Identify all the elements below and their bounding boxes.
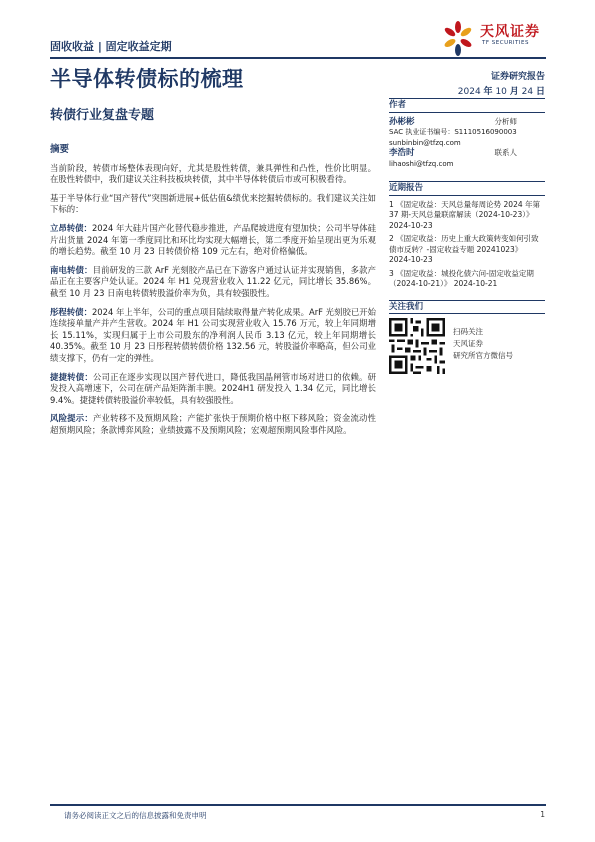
follow-heading: 关注我们 [389,300,545,315]
paragraph-nandian-bond: 南电转债：目前研发的三款 ArF 光刻胶产品已在下游客户通过认证并实现销售，多款产品正在主要客户处认证。2024 年 H1 兑现营业收入 11.22 亿元，同比增长 35.86%。截至 10 月 23 日南电转债转股溢价率为负，具有较强股性。 [50,264,377,298]
report-date [458,84,545,97]
author-role: 联系人 [494,148,517,157]
author-name: 孙彬彬 [389,116,415,127]
date-month-unit: 月 [509,87,519,97]
date-day: 24 [521,87,534,97]
page-title: 半导体转债标的梳理 [50,67,244,91]
report-type: 证券研究报告 [490,72,545,82]
report-subtitle: 转债行业复盘专题 [50,108,155,123]
author-email: sunbinbin@tfzq.com [389,138,461,147]
recent-report-link[interactable]: 3 《固定收益：城投化债六问-固定收益定期（2024-10-21）》 2024-10-21 [389,268,534,288]
page-number: 1 [540,810,545,819]
qr-code-icon[interactable] [389,318,445,374]
footer-divider [50,804,546,806]
follow-line: 天风证券 [453,339,483,348]
follow-text [453,318,513,374]
disclaimer-note: 请务必阅读正文之后的信息披露和免责申明 [64,811,207,820]
recent-report-link[interactable]: 2 《固定收益：历史上重大政策转变如何引致债市反转？-固定收益专题 20241023》 2024-10-23 [389,234,539,264]
date-year-unit: 年 [483,87,493,97]
author-row [389,117,545,128]
date-month: 10 [495,87,507,97]
paragraph-liang-bond: 立昂转债：2024 年大硅片国产化替代稳步推进，产品爬坡进度有望加快；公司半导体硅片出货量 2024 年第一季度同比和环比均实现大幅增长，第二季度开始呈现出更为乐观的增长趋势。截至 10 月 23 日转债价格 109 元左右，绝对价格偏低。 [50,222,376,257]
abstract-heading: 摘要 [50,144,70,155]
author-row [389,148,545,159]
author-email: lihaoshi@tfzq.com [389,159,454,168]
header-divider [50,57,546,59]
author-name: 李浩时 [389,148,415,158]
recent-reports-heading: 近期报告 [389,181,545,196]
paragraph: 基于半导体行业“国产替代”突围新进展+低估值&绩优来挖掘转债标的。我们建议关注如下标的： [50,192,376,215]
date-day-unit: 日 [535,87,545,97]
paragraph: 当前阶段，转债市场整体表现向好，尤其是股性转债，兼具弹性和凸性，性价比明显。在股性转债中，我们建议关注科技板块转债，其中半导体转债后市或可积极看待。 [50,162,376,185]
authors-heading: 作者 [389,98,545,113]
paragraph-tongcheng-bond: 彤程转债：2024 年上半年，公司的重点项目陆续取得量产转化成果。ArF 光刻胶已开始连续接单量产并产生营收。2024 年 H1 公司实现营业收入 15.76 万元，较上年同期增长 15.11%，实现归属于上市公司股东的净利润人民币 3.13 亿元，较上年同期增长 40.35%。截至 10 月 23 日彤程转债转债价格 132.56 元，转股溢价率略高，但公司业绩支撑下，仍有一定的弹性。 [50,306,376,363]
sidebar [389,98,545,374]
logo-text-cn: 天风证券 [480,24,540,40]
follow-line: 研究所官方微信号 [453,351,513,360]
paragraph-jiejie-bond: 捷捷转债：公司正在逐步实现以国产替代进口，降低我国晶闸管市场对进口的依赖。研发投入高增速下，公司在研产品矩阵渐丰腴。2024H1 研发投入 1.34 亿元，同比增长 9.4%。捷捷转债转股溢价率较低，具有较强股性。 [50,371,377,405]
recent-report-link[interactable]: 1 《固定收益：天风总量每周论势 2024 年第 37 期-天风总量联席解读（2024-10-23）》 2024-10-23 [389,199,541,230]
paragraph-risk: 风险提示：产业转移不及预期风险；产能扩张快于预期价格中枢下移风险；资金流动性超预期风险；条款博弈风险；业绩披露不及预期风险；宏观超预期风险事件风险。 [50,413,377,435]
report-category: 固收收益 | 固定收益定期 [50,40,172,53]
author-cert: SAC 执业证书编号：S1110516090003 [389,128,517,136]
author-role: 分析师 [494,116,517,126]
logo-text-en: TF SECURITIES [482,40,529,46]
follow-line: 扫码关注 [453,327,483,336]
date-year: 2024 [457,87,481,97]
abstract-section [50,144,376,443]
follow-block [389,318,545,374]
